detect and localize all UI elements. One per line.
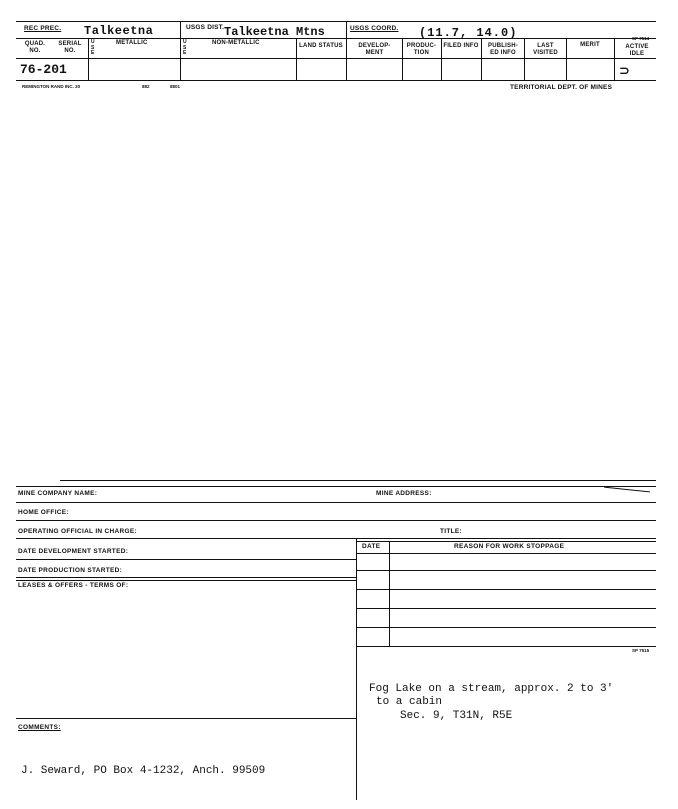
vline <box>614 38 615 80</box>
bottom-rule <box>16 80 656 81</box>
vline <box>566 38 567 80</box>
land-status-label: LAND STATUS <box>299 43 343 49</box>
leases-label: LEASES & OFFERS - TERMS OF: <box>18 582 129 589</box>
printer-label: REMINGTON RAND INC. 20 <box>22 84 81 89</box>
reason-col-label: REASON FOR WORK STOPPAGE <box>454 543 565 550</box>
rule <box>16 718 356 719</box>
double-rule-bottom <box>16 486 656 487</box>
comments-divider <box>356 647 357 800</box>
rule <box>16 502 656 503</box>
double-rule-top <box>60 480 656 481</box>
merit-label: MERIT <box>580 42 600 48</box>
last-visited-label: LAST VISITED <box>533 43 558 56</box>
vline <box>296 38 297 80</box>
rule <box>356 646 656 647</box>
vline <box>88 38 89 80</box>
rule <box>356 553 656 554</box>
vline <box>441 38 442 80</box>
development-label: DEVELOP- MENT <box>358 43 391 56</box>
usgs-coord-label: USGS COORD. <box>350 25 399 32</box>
comments-label: COMMENTS: <box>18 724 61 731</box>
mine-address-label: MINE ADDRESS: <box>376 490 432 497</box>
rule <box>356 608 656 609</box>
serial-label: SERIAL NO. <box>58 41 82 54</box>
dept-label: TERRITORIAL DEPT. OF MINES <box>510 84 613 91</box>
table-left <box>356 538 357 647</box>
filed-info-label: FILED INFO <box>443 43 479 49</box>
date-dev-label: DATE DEVELOPMENT STARTED: <box>18 548 129 555</box>
vline <box>180 21 181 80</box>
rule <box>16 538 656 539</box>
quad-value: 76-201 <box>20 62 67 77</box>
printer-code1: 882 <box>142 84 150 89</box>
active-idle-label: ACTIVE IDLE <box>625 44 649 57</box>
rec-prec-label: REC PREC. <box>24 25 62 32</box>
note-line1: Fog Lake on a stream, approx. 2 to 3' <box>369 683 614 695</box>
rule <box>356 627 656 628</box>
operating-official-label: OPERATING OFFICIAL IN CHARGE: <box>18 528 137 535</box>
rule <box>16 577 356 578</box>
colhead-rule <box>16 58 656 59</box>
rule <box>16 559 356 560</box>
title-label: TITLE: <box>440 528 463 535</box>
mine-company-label: MINE COMPANY NAME: <box>18 490 98 497</box>
quad-label: QUAD. NO. <box>24 41 46 54</box>
table-divider <box>389 541 390 647</box>
metallic-label: METALLIC <box>116 40 148 46</box>
form-number2: SP 7515 <box>632 648 650 653</box>
usgs-dist-label: USGS DIST. <box>186 24 225 31</box>
mark-glyph: ⊃ <box>619 64 630 79</box>
header-rule <box>16 38 656 39</box>
note-line2: to a cabin <box>376 696 443 708</box>
date-prod-label: DATE PRODUCTION STARTED: <box>18 567 123 574</box>
date-col-label: DATE <box>362 543 381 550</box>
use2-label: U S E <box>183 39 187 56</box>
usgs-dist-value: Talkeetna Mtns <box>224 25 325 39</box>
rec-prec-value: Talkeetna <box>84 24 154 38</box>
vline <box>524 38 525 80</box>
top-rule <box>16 21 656 22</box>
note-line3: Sec. 9, T31N, R5E <box>400 710 513 722</box>
rule <box>356 589 656 590</box>
vline <box>481 38 482 80</box>
use-label: U S E <box>91 39 95 56</box>
printer-code2: 8801 <box>170 84 181 89</box>
vline <box>346 21 347 80</box>
home-office-label: HOME OFFICE: <box>18 509 69 516</box>
rule <box>16 520 656 521</box>
form-number: SP 7514 <box>632 36 650 41</box>
rule <box>356 541 656 542</box>
usgs-coord-value: (11.7, 14.0) <box>419 26 518 40</box>
production-label: PRODUC- TION <box>406 43 437 56</box>
pen-stroke <box>604 487 650 493</box>
rule <box>16 580 356 581</box>
nonmetallic-label: NON-METALLIC <box>212 40 260 46</box>
published-info-label: PUBLISH- ED INFO <box>488 43 518 56</box>
rule <box>356 570 656 571</box>
comment-value: J. Seward, PO Box 4-1232, Anch. 99509 <box>21 765 266 777</box>
